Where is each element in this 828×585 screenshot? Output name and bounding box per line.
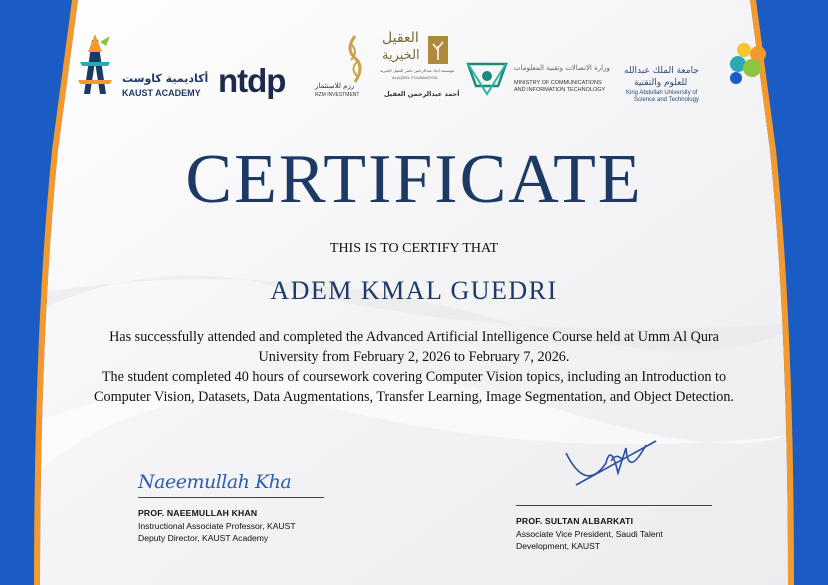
kaust-circles-icon xyxy=(726,42,770,86)
partner-logos xyxy=(60,28,770,108)
body-paragraph-2: The student completed 40 hours of coursework covering Computer Vision topics, including an Introduction to Computer Vision, Datasets, Data Augmentations, Transfer Learning, Image Segmentation, and Object Detection. xyxy=(94,369,734,405)
kaust-ar-1: جامعة الملك عبدالله xyxy=(624,66,699,76)
rzm-en: RZM INVESTMENT xyxy=(315,92,360,98)
tower-icon xyxy=(70,32,120,102)
signature-block-right xyxy=(516,445,712,552)
signature-block-left xyxy=(138,455,324,544)
mcit-emblem-icon xyxy=(464,58,510,98)
certificate-body xyxy=(90,327,738,407)
rzm-logo xyxy=(315,28,363,108)
signature-line-left xyxy=(138,497,324,498)
signature-left-handwriting: Naeemullah Kha xyxy=(138,471,292,493)
rzm-emblem-icon xyxy=(343,34,367,84)
kaust-ar-2: للعلوم والتقنية xyxy=(634,78,688,88)
alaqeel-ar-1: العقيل xyxy=(382,30,419,46)
kaust-en-2: Science and Technology xyxy=(634,97,699,103)
signatory-right-role-1: Associate Vice President, Saudi Talent xyxy=(516,529,663,539)
ntdp-wordmark: ntdp xyxy=(218,62,286,99)
signatory-left-role-2: Deputy Director, KAUST Academy xyxy=(138,533,269,543)
signature-right-handwriting xyxy=(556,433,666,495)
signatory-right-name: PROF. SULTAN ALBARKATI xyxy=(516,516,634,526)
kaust-university-logo xyxy=(620,28,770,108)
alaqeel-en: ALAQEEL FOUNDATION xyxy=(392,75,438,80)
certificate-title: CERTIFICATE xyxy=(185,141,643,218)
kaust-academy-ar: أكاديمية كاوست xyxy=(122,72,209,85)
mcit-en-1: MINISTRY OF COMMUNICATIONS xyxy=(514,80,602,86)
alaqeel-foundation-logo xyxy=(378,28,460,108)
kaust-academy-en: KAUST ACADEMY xyxy=(122,88,201,98)
kaust-en-1: King Abdullah University of xyxy=(626,90,698,96)
signatory-right-role-2: Development, KAUST xyxy=(516,541,601,551)
alaqeel-ar-2: الخيرية xyxy=(382,48,420,63)
signatory-left-name: PROF. NAEEMULLAH KHAN xyxy=(138,508,258,518)
tree-icon xyxy=(428,36,448,64)
ntdp-logo xyxy=(218,28,308,108)
mcit-logo xyxy=(462,28,612,108)
certify-line: THIS IS TO CERTIFY THAT xyxy=(329,241,499,256)
mcit-ar: وزارة الاتصالات وتقنية المعلومات xyxy=(514,64,610,72)
alaqeel-ar-3: مؤسسة ابناء عبدالرحمن ناصر العقيل الخيرية xyxy=(380,68,455,73)
alaqeel-ar-4: أحمد عبدالرحمن العقيل xyxy=(384,90,460,98)
signatory-left-role-1: Instructional Associate Professor, KAUST xyxy=(138,521,296,531)
rzm-ar: رزم للاستثمار xyxy=(315,82,355,90)
body-paragraph-1: Has successfully attended and completed the Advanced Artificial Intelligence Course held at Umm Al Qura University from February 2, 2026 to February 7, 2026. xyxy=(109,329,719,365)
signature-line-right xyxy=(516,505,712,506)
recipient-name: ADEM KMAL GUEDRI xyxy=(270,276,558,305)
mcit-en-2: AND INFORMATION TECHNOLOGY xyxy=(514,87,606,93)
kaust-academy-logo xyxy=(70,28,209,108)
